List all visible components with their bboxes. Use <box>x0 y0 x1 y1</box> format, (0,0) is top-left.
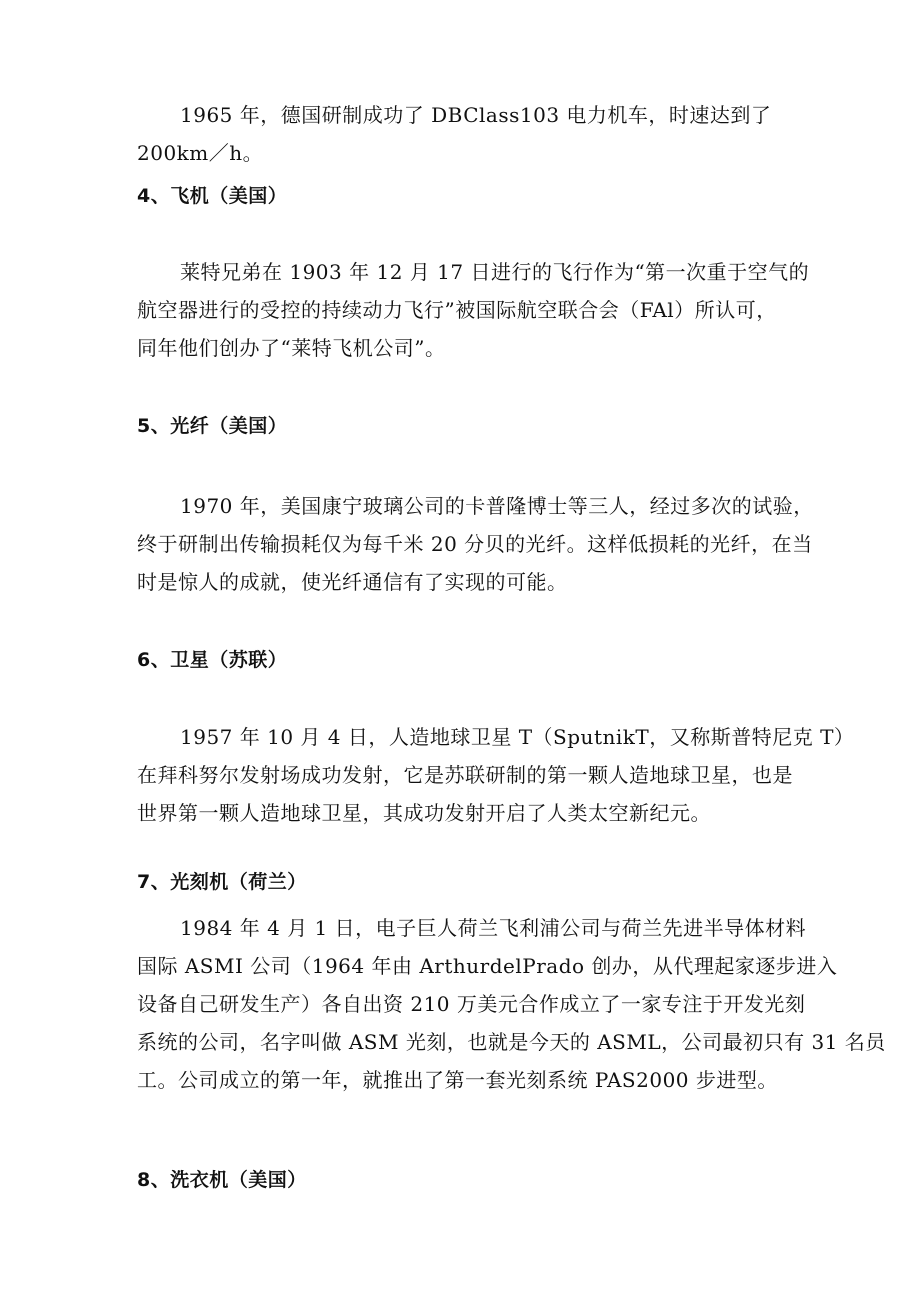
paragraph-lithography <box>137 909 886 1099</box>
section-heading-lithography: 7、光刻机（荷兰） <box>137 871 307 893</box>
section-heading-airplane: 4、飞机（美国） <box>137 185 288 207</box>
paragraph-line: 200km／h。 <box>137 141 264 165</box>
paragraph-line: 航空器进行的受控的持续动力飞行”被国际航空联合会（FAl）所认可， <box>137 298 777 322</box>
paragraph-line: 工。公司成立的第一年，就推出了第一套光刻系统 PAS2000 步进型。 <box>137 1068 778 1092</box>
paragraph-line: 设备自己研发生产）各自出资 210 万美元合作成立了一家专注于开发光刻 <box>137 992 806 1016</box>
paragraph-line: 系统的公司，名字叫做 ASM 光刻，也就是今天的 ASML，公司最初只有 31 名员 <box>137 1030 886 1054</box>
paragraph-line: 1984 年 4 月 1 日，电子巨人荷兰飞利浦公司与荷兰先进半导体材料 <box>180 916 807 940</box>
paragraph-electric-locomotive <box>137 96 787 172</box>
paragraph-satellite <box>137 718 855 832</box>
paragraph-line: 终于研制出传输损耗仅为每千米 20 分贝的光纤。这样低损耗的光纤，在当 <box>137 532 813 556</box>
paragraph-line: 同年他们创办了“莱特飞机公司”。 <box>137 336 446 360</box>
paragraph-line: 1970 年，美国康宁玻璃公司的卡普隆博士等三人，经过多次的试验， <box>180 494 814 518</box>
paragraph-line: 莱特兄弟在 1903 年 12 月 17 日进行的飞行作为“第一次重于空气的 <box>180 260 810 284</box>
paragraph-line: 国际 ASMI 公司（1964 年由 ArthurdelPrado 创办，从代理起家逐步进入 <box>137 954 838 978</box>
paragraph-airplane <box>137 253 810 367</box>
paragraph-line: 世界第一颗人造地球卫星，其成功发射开启了人类太空新纪元。 <box>137 801 711 825</box>
paragraph-line: 1965 年，德国研制成功了 DBClass103 电力机车，时速达到了 <box>180 103 772 127</box>
section-heading-satellite: 6、卫星（苏联） <box>137 649 288 671</box>
paragraph-optical-fiber <box>137 487 814 601</box>
paragraph-line: 1957 年 10 月 4 日，人造地球卫星 T（SputnikT，又称斯普特尼克 T） <box>180 725 855 749</box>
paragraph-line: 在拜科努尔发射场成功发射，它是苏联研制的第一颗人造地球卫星，也是 <box>137 763 793 787</box>
paragraph-line: 时是惊人的成就，使光纤通信有了实现的可能。 <box>137 570 568 594</box>
section-heading-optical-fiber: 5、光纤（美国） <box>137 415 288 437</box>
section-heading-washing-machine: 8、洗衣机（美国） <box>137 1169 307 1191</box>
